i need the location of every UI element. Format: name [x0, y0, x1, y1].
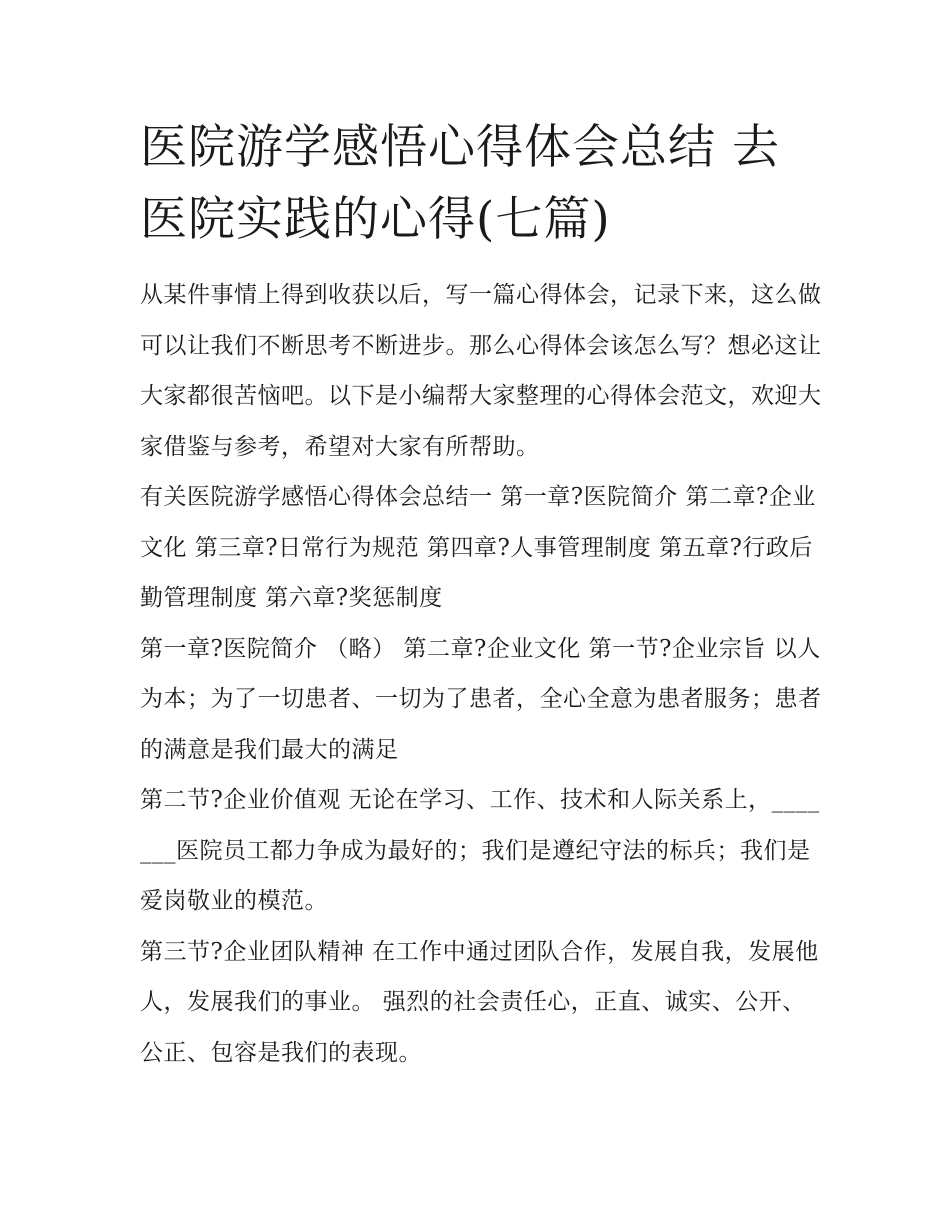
paragraph-section-two: 第二节?企业价值观 无论在学习、工作、技术和人际关系上，_______医院员工都力争成为最好的；我们是遵纪守法的标兵；我们是爱岗敬业的模范。: [140, 787, 820, 914]
paragraph-table-of-contents: 有关医院游学感悟心得体会总结一 第一章?医院简介 第二章?企业文化 第三章?日常行为规范 第四章?人事管理制度 第五章?行政后勤管理制度 第六章?奖惩制度: [140, 484, 816, 611]
paragraph-section-three: 第三节?企业团队精神 在工作中通过团队合作，发展自我，发展他人，发展我们的事业。 强烈的社会责任心，正直、诚实、公开、公正、包容是我们的表现。: [140, 938, 819, 1066]
paragraph-chapter-one-two: 第一章?医院简介 （略） 第二章?企业文化 第一节?企业宗旨 以人为本；为了一切患者、一切为了患者，全心全意为患者服务；患者的满意是我们最大的满足: [140, 635, 822, 763]
document-title: 医院游学感悟心得体会总结 去医院实践的心得(七篇): [140, 120, 780, 247]
paragraph-intro: 从某件事情上得到收获以后，写一篇心得体会，记录下来，这么做可以让我们不断思考不断进步。那么心得体会该怎么写？想必这让大家都很苦恼吧。以下是小编帮大家整理的心得体会范文，欢迎大家借鉴与参考，希望对大家有所帮助。: [140, 282, 822, 460]
